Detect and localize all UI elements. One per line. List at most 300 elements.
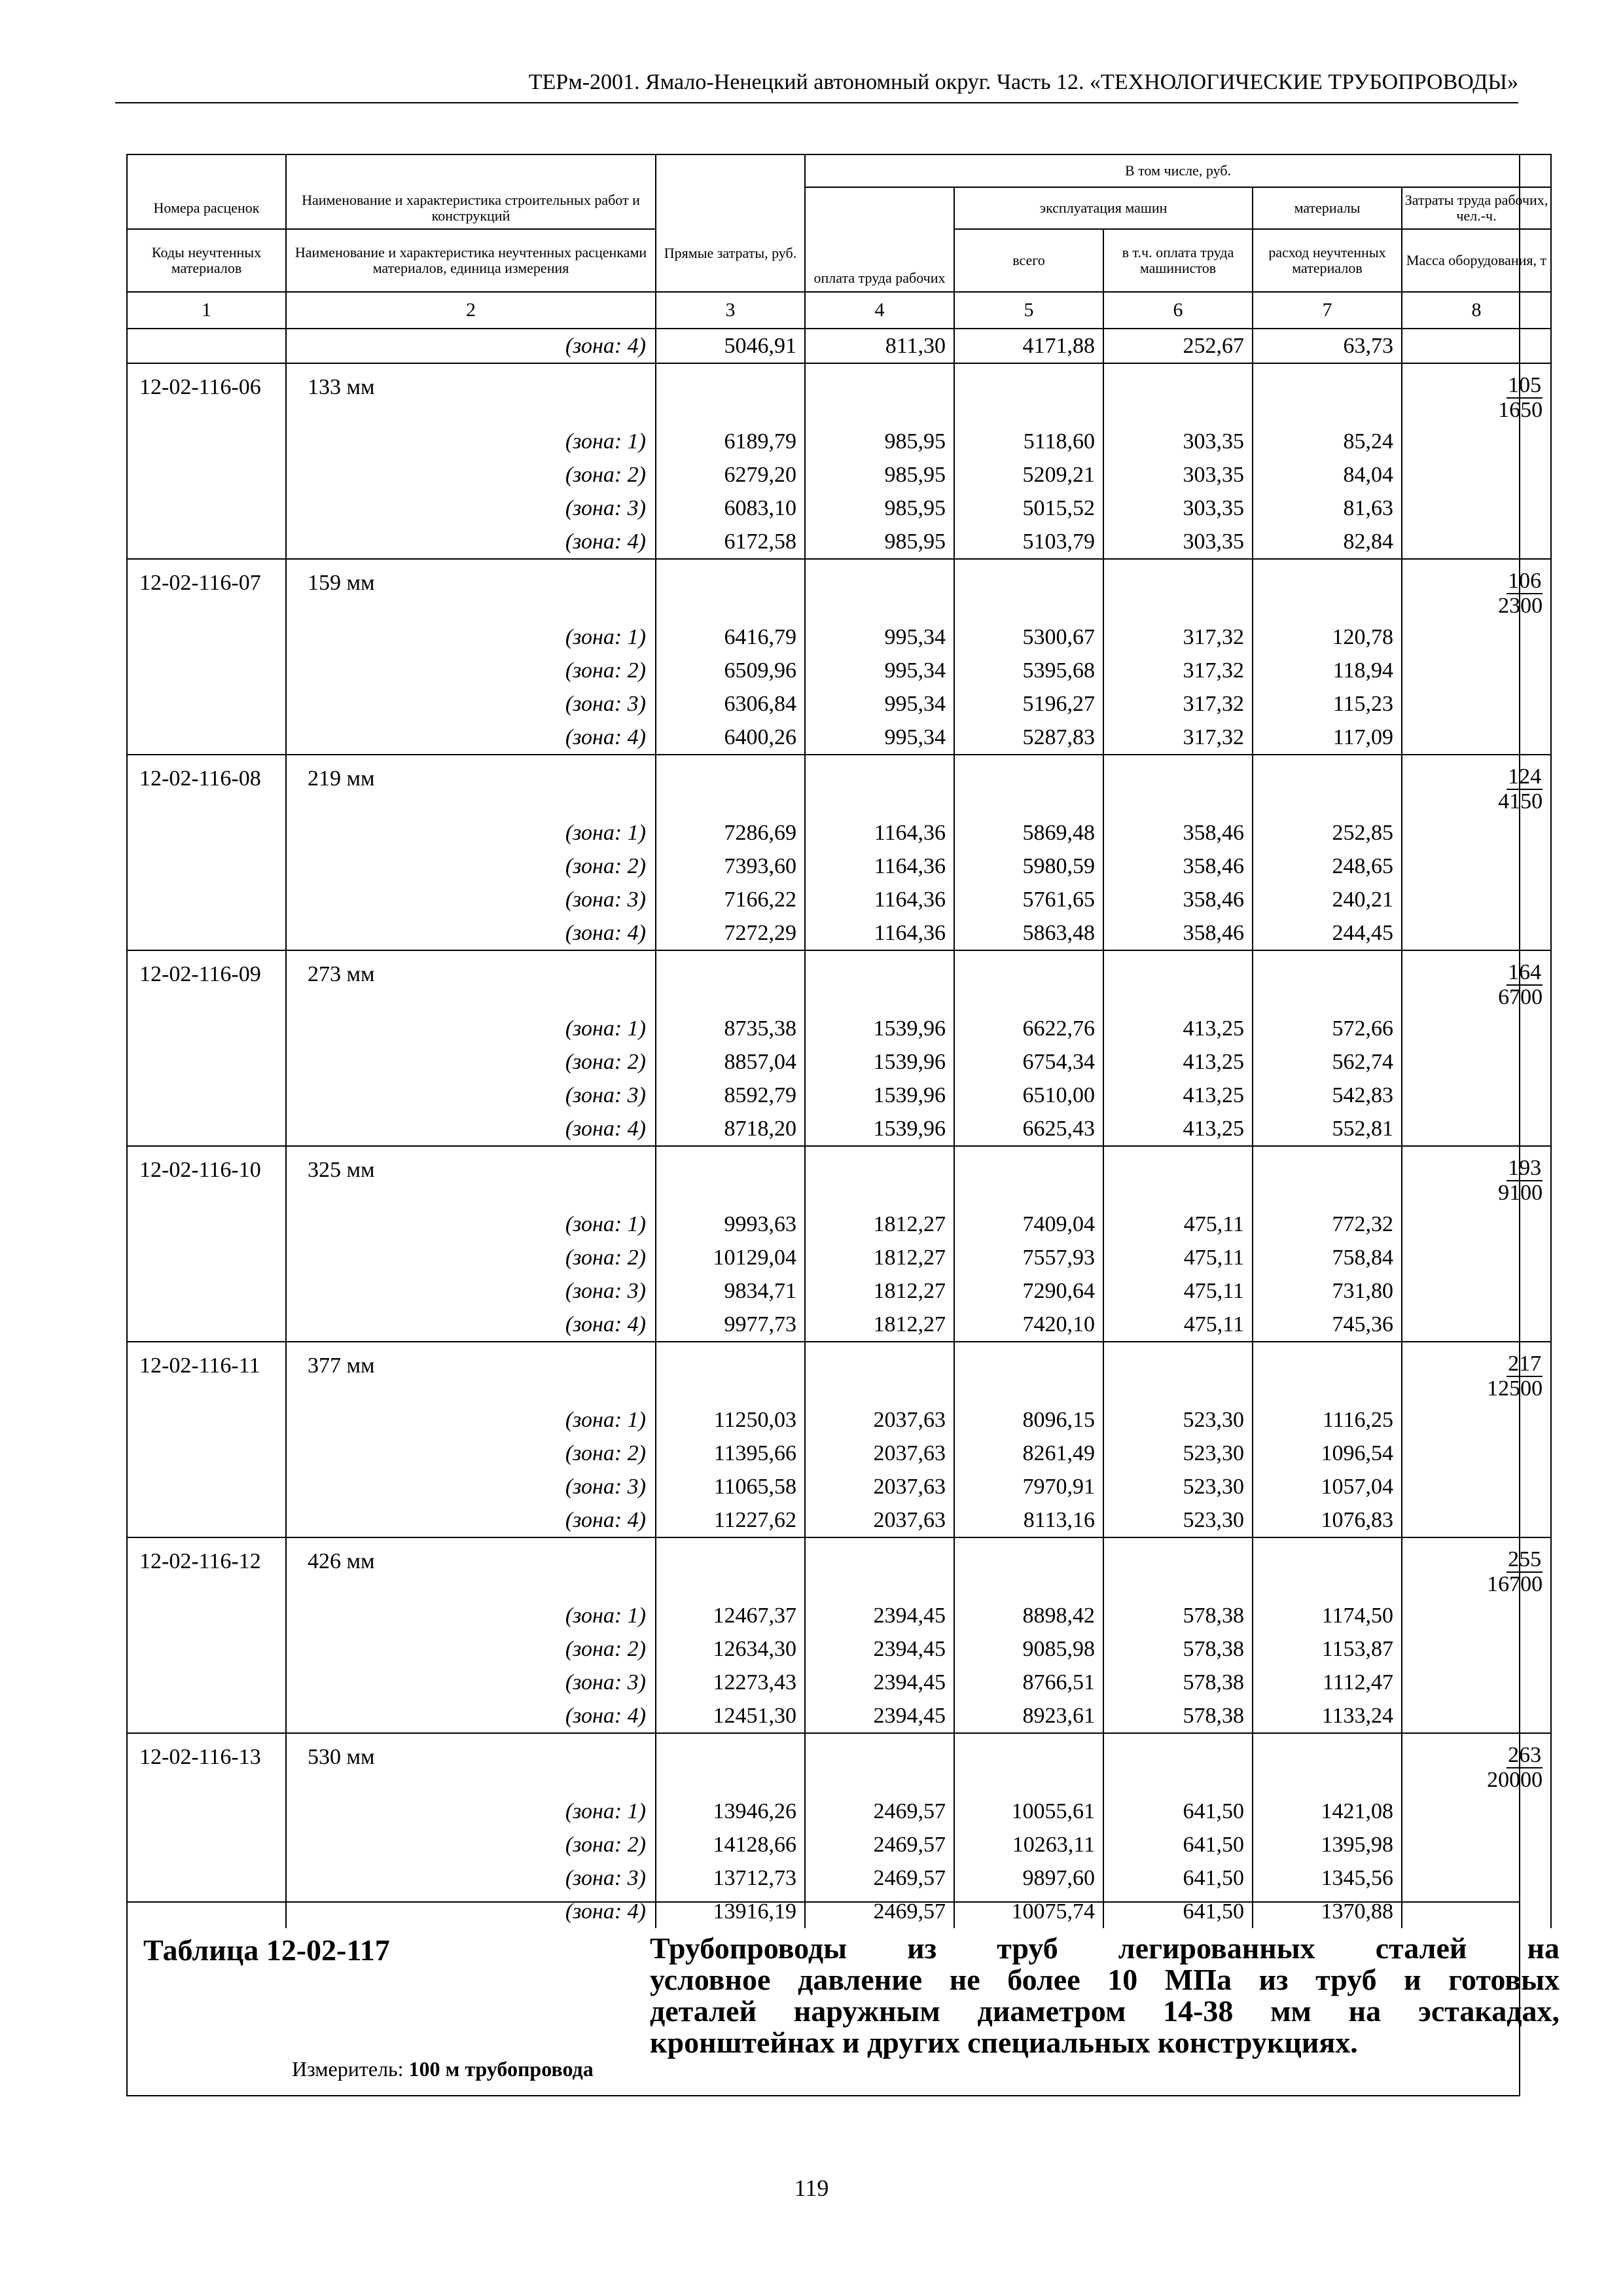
zone-cell: (зона: 4): [286, 1895, 656, 1928]
direct-costs-cell: 11065,58: [656, 1470, 805, 1503]
labor-hours-cell: [1402, 492, 1551, 525]
code-cell: [127, 916, 286, 950]
header-direct-costs: Прямые затраты, руб.: [656, 154, 805, 292]
rates-table: [126, 154, 1552, 1928]
labor-hours-cell: [1402, 1632, 1551, 1666]
rate-name: 219 мм: [286, 755, 656, 816]
zone-row: [127, 1666, 1551, 1699]
materials-cell: 1076,83: [1253, 1503, 1402, 1537]
equipment-mass-value: 4150: [1498, 789, 1543, 814]
direct-costs-cell: 14128,66: [656, 1828, 805, 1861]
code-cell: [127, 1470, 286, 1503]
materials-cell: 542,83: [1253, 1079, 1402, 1112]
labor-hours-cell: [1402, 425, 1551, 458]
header-materials-consumption: расход неучтенных материалов: [1253, 229, 1402, 292]
header-machines-labor: в т.ч. оплата труда машинистов: [1103, 229, 1253, 292]
rate-index-row: [127, 1537, 1551, 1599]
empty-cell: [954, 755, 1103, 816]
materials-cell: 1421,08: [1253, 1795, 1402, 1828]
direct-costs-cell: 6509,96: [656, 654, 805, 687]
rate-index-row: [127, 755, 1551, 816]
column-number: 1: [127, 292, 286, 329]
labor-hours-cell: [1402, 1079, 1551, 1112]
code-cell: [127, 654, 286, 687]
zone-cell: (зона: 1): [286, 1599, 656, 1632]
zone-row: [127, 1012, 1551, 1045]
labor-hours-cell: [1402, 1503, 1551, 1537]
code-cell: [127, 1241, 286, 1274]
zone-row: [127, 458, 1551, 492]
empty-cell: [1253, 1537, 1402, 1599]
labor-pay-cell: 2037,63: [805, 1437, 954, 1470]
empty-cell: [1253, 755, 1402, 816]
rate-code: 12-02-116-09: [127, 950, 286, 1012]
empty-cell: [1253, 1733, 1402, 1795]
labor-hours-value: 193: [1508, 1156, 1542, 1180]
materials-cell: 1133,24: [1253, 1699, 1402, 1733]
page-number: 119: [794, 2175, 829, 2201]
labor-pay-cell: 1164,36: [805, 816, 954, 850]
zone-cell: (зона: 1): [286, 816, 656, 850]
measurement-unit: [292, 2057, 594, 2081]
materials-cell: 562,74: [1253, 1045, 1402, 1079]
zone-cell: (зона: 4): [286, 525, 656, 559]
labor-hours-cell: [1402, 1012, 1551, 1045]
header-material-codes: Коды неучтенных материалов: [127, 229, 286, 292]
code-cell: [127, 329, 286, 363]
header-equipment-mass: Масса оборудования, т: [1402, 229, 1551, 292]
zone-cell: (зона: 4): [286, 1112, 656, 1146]
materials-cell: 120,78: [1253, 620, 1402, 654]
machines-total-cell: 7970,91: [954, 1470, 1103, 1503]
machines-labor-cell: 641,50: [1103, 1895, 1253, 1928]
labor-hours-cell: [1402, 883, 1551, 916]
machines-total-cell: 7420,10: [954, 1308, 1103, 1342]
code-cell: [127, 850, 286, 883]
materials-cell: 1153,87: [1253, 1632, 1402, 1666]
labor-pay-cell: 1164,36: [805, 916, 954, 950]
labor-pay-cell: 2394,45: [805, 1666, 954, 1699]
labor-pay-cell: 1539,96: [805, 1045, 954, 1079]
column-number: 7: [1253, 292, 1402, 329]
zone-cell: (зона: 4): [286, 1503, 656, 1537]
labor-hours-cell: [1402, 1241, 1551, 1274]
labor-mass-fraction: [1498, 373, 1543, 423]
labor-hours-cell: [1402, 816, 1551, 850]
empty-cell: [656, 755, 805, 816]
zone-cell: (зона: 2): [286, 458, 656, 492]
zone-row: [127, 1045, 1551, 1079]
machines-total-cell: 5761,65: [954, 883, 1103, 916]
table-row: [127, 329, 1551, 363]
rate-name: 159 мм: [286, 559, 656, 620]
direct-costs-cell: 7272,29: [656, 916, 805, 950]
empty-cell: [954, 1537, 1103, 1599]
code-cell: [127, 1012, 286, 1045]
header-material-names: Наименование и характеристика неучтенных расценками материалов, единица измерения: [286, 229, 656, 292]
labor-pay-cell: 985,95: [805, 458, 954, 492]
code-cell: [127, 1308, 286, 1342]
labor-pay-cell: 1812,27: [805, 1208, 954, 1241]
zone-cell: (зона: 4): [286, 329, 656, 363]
zone-row: [127, 1241, 1551, 1274]
zone-cell: (зона: 2): [286, 1632, 656, 1666]
table-title-line: деталей наружным диаметром 14-38 мм на эстакадах,: [650, 1994, 1560, 2028]
column-number: 3: [656, 292, 805, 329]
zone-cell: (зона: 4): [286, 916, 656, 950]
equipment-mass-value: 12500: [1487, 1376, 1543, 1401]
machines-total-cell: 5103,79: [954, 525, 1103, 559]
zone-cell: (зона: 3): [286, 1861, 656, 1895]
machines-labor-cell: 523,30: [1103, 1470, 1253, 1503]
empty-cell: [656, 1733, 805, 1795]
direct-costs-cell: 6279,20: [656, 458, 805, 492]
empty-cell: [1103, 1733, 1253, 1795]
zone-row: [127, 1112, 1551, 1146]
labor-pay-cell: 2469,57: [805, 1895, 954, 1928]
direct-costs-cell: 5046,91: [656, 329, 805, 363]
zone-row: [127, 1308, 1551, 1342]
code-cell: [127, 1274, 286, 1308]
direct-costs-cell: 8592,79: [656, 1079, 805, 1112]
materials-cell: 1112,47: [1253, 1666, 1402, 1699]
rate-code: 12-02-116-11: [127, 1342, 286, 1403]
labor-hours-cell: [1402, 329, 1551, 363]
machines-total-cell: 5395,68: [954, 654, 1103, 687]
labor-pay-cell: 1539,96: [805, 1012, 954, 1045]
equipment-mass-value: 1650: [1498, 398, 1543, 422]
materials-cell: 244,45: [1253, 916, 1402, 950]
direct-costs-cell: 9977,73: [656, 1308, 805, 1342]
zone-cell: (зона: 3): [286, 1470, 656, 1503]
zone-row: [127, 654, 1551, 687]
materials-cell: 118,94: [1253, 654, 1402, 687]
empty-cell: [1253, 559, 1402, 620]
direct-costs-cell: 11227,62: [656, 1503, 805, 1537]
labor-hours-cell: [1402, 1599, 1551, 1632]
direct-costs-cell: 9834,71: [656, 1274, 805, 1308]
header-machines: эксплуатация машин: [954, 187, 1253, 229]
labor-pay-cell: 1539,96: [805, 1079, 954, 1112]
zone-row: [127, 1274, 1551, 1308]
direct-costs-cell: 7286,69: [656, 816, 805, 850]
column-number: 2: [286, 292, 656, 329]
zone-row: [127, 883, 1551, 916]
machines-total-cell: 7290,64: [954, 1274, 1103, 1308]
code-cell: [127, 1599, 286, 1632]
materials-cell: 758,84: [1253, 1241, 1402, 1274]
labor-pay-cell: 995,34: [805, 654, 954, 687]
materials-cell: 745,36: [1253, 1308, 1402, 1342]
labor-hours-value: 255: [1508, 1547, 1542, 1571]
header-labor-hours: Затраты труда рабочих, чел.-ч.: [1402, 187, 1551, 229]
labor-pay-cell: 1539,96: [805, 1112, 954, 1146]
labor-hours-cell: [1402, 850, 1551, 883]
code-cell: [127, 1828, 286, 1861]
materials-cell: 552,81: [1253, 1112, 1402, 1146]
labor-mass-fraction: [1498, 764, 1543, 814]
labor-pay-cell: 1164,36: [805, 850, 954, 883]
labor-hours-value: 124: [1508, 764, 1542, 789]
empty-cell: [1253, 950, 1402, 1012]
zone-cell: (зона: 4): [286, 1308, 656, 1342]
labor-hours-cell: [1402, 1308, 1551, 1342]
empty-cell: [954, 559, 1103, 620]
rate-code: 12-02-116-06: [127, 363, 286, 425]
zone-cell: (зона: 1): [286, 1208, 656, 1241]
rate-name: 426 мм: [286, 1537, 656, 1599]
zone-cell: (зона: 1): [286, 1795, 656, 1828]
labor-mass-fraction: [1487, 1352, 1543, 1401]
empty-cell: [1253, 1146, 1402, 1208]
direct-costs-cell: 8718,20: [656, 1112, 805, 1146]
code-cell: [127, 458, 286, 492]
rate-index-row: [127, 559, 1551, 620]
machines-labor-cell: 413,25: [1103, 1045, 1253, 1079]
labor-pay-cell: 1812,27: [805, 1308, 954, 1342]
table-number: Таблица 12-02-117: [143, 1933, 390, 1967]
header-labor: оплата труда рабочих: [805, 187, 954, 292]
zone-row: [127, 620, 1551, 654]
labor-pay-cell: 985,95: [805, 492, 954, 525]
machines-labor-cell: 641,50: [1103, 1795, 1253, 1828]
column-number: 5: [954, 292, 1103, 329]
materials-cell: 252,85: [1253, 816, 1402, 850]
materials-cell: 1395,98: [1253, 1828, 1402, 1861]
direct-costs-cell: 7393,60: [656, 850, 805, 883]
direct-costs-cell: 6306,84: [656, 687, 805, 721]
machines-total-cell: 5287,83: [954, 721, 1103, 755]
labor-hours-cell: [1402, 1403, 1551, 1437]
materials-cell: 117,09: [1253, 721, 1402, 755]
machines-labor-cell: 641,50: [1103, 1828, 1253, 1861]
machines-labor-cell: 358,46: [1103, 916, 1253, 950]
labor-mass-cell: [1402, 1342, 1551, 1403]
empty-cell: [954, 1146, 1103, 1208]
machines-labor-cell: 413,25: [1103, 1079, 1253, 1112]
labor-pay-cell: 2394,45: [805, 1599, 954, 1632]
labor-hours-value: 164: [1508, 960, 1542, 984]
direct-costs-cell: 11250,03: [656, 1403, 805, 1437]
machines-labor-cell: 358,46: [1103, 816, 1253, 850]
machines-total-cell: 5980,59: [954, 850, 1103, 883]
labor-mass-fraction: [1498, 960, 1543, 1010]
direct-costs-cell: 11395,66: [656, 1437, 805, 1470]
zone-row: [127, 1632, 1551, 1666]
machines-total-cell: 4171,88: [954, 329, 1103, 363]
labor-pay-cell: 2469,57: [805, 1795, 954, 1828]
code-cell: [127, 1666, 286, 1699]
machines-total-cell: 5118,60: [954, 425, 1103, 458]
zone-row: [127, 1437, 1551, 1470]
machines-total-cell: 8096,15: [954, 1403, 1103, 1437]
materials-cell: 1096,54: [1253, 1437, 1402, 1470]
machines-labor-cell: 523,30: [1103, 1503, 1253, 1537]
table-title-line: условное давление не более 10 МПа из труб и готовых: [650, 1963, 1560, 1996]
zone-row: [127, 850, 1551, 883]
code-cell: [127, 1699, 286, 1733]
labor-hours-cell: [1402, 1470, 1551, 1503]
direct-costs-cell: 13916,19: [656, 1895, 805, 1928]
next-table-caption: [126, 1901, 1560, 2096]
labor-pay-cell: 2037,63: [805, 1470, 954, 1503]
direct-costs-cell: 13712,73: [656, 1861, 805, 1895]
labor-hours-value: 217: [1508, 1352, 1542, 1376]
labor-mass-fraction: [1487, 1547, 1543, 1597]
machines-total-cell: 8923,61: [954, 1699, 1103, 1733]
labor-pay-cell: 995,34: [805, 620, 954, 654]
zone-row: [127, 525, 1551, 559]
zone-cell: (зона: 3): [286, 883, 656, 916]
machines-labor-cell: 303,35: [1103, 425, 1253, 458]
materials-cell: 1370,88: [1253, 1895, 1402, 1928]
labor-hours-cell: [1402, 525, 1551, 559]
direct-costs-cell: 8857,04: [656, 1045, 805, 1079]
zone-cell: (зона: 4): [286, 1699, 656, 1733]
table-body: [127, 329, 1551, 1928]
zone-cell: (зона: 1): [286, 1403, 656, 1437]
zone-cell: (зона: 3): [286, 492, 656, 525]
machines-total-cell: 8898,42: [954, 1599, 1103, 1632]
empty-cell: [805, 363, 954, 425]
table-header: [127, 154, 1551, 329]
labor-mass-cell: [1402, 363, 1551, 425]
table-title: [650, 1933, 1560, 2058]
column-number: 4: [805, 292, 954, 329]
labor-mass-fraction: [1498, 1156, 1543, 1206]
zone-row: [127, 425, 1551, 458]
code-cell: [127, 1437, 286, 1470]
machines-total-cell: 5209,21: [954, 458, 1103, 492]
machines-labor-cell: 475,11: [1103, 1308, 1253, 1342]
machines-labor-cell: 578,38: [1103, 1666, 1253, 1699]
running-head: ТЕРм-2001. Ямало-Ненецкий автономный округ. Часть 12. «ТЕХНОЛОГИЧЕСКИЕ ТРУБОПРОВОДЫ»: [528, 70, 1518, 94]
zone-cell: (зона: 3): [286, 1079, 656, 1112]
machines-labor-cell: 475,11: [1103, 1274, 1253, 1308]
labor-mass-cell: [1402, 559, 1551, 620]
rate-name: 273 мм: [286, 950, 656, 1012]
labor-pay-cell: 811,30: [805, 329, 954, 363]
labor-hours-cell: [1402, 1795, 1551, 1828]
direct-costs-cell: 6400,26: [656, 721, 805, 755]
header-rule: [115, 102, 1518, 103]
labor-hours-cell: [1402, 1699, 1551, 1733]
labor-hours-value: 106: [1508, 569, 1542, 593]
empty-cell: [656, 559, 805, 620]
machines-total-cell: 9085,98: [954, 1632, 1103, 1666]
rate-index-row: [127, 950, 1551, 1012]
labor-pay-cell: 2469,57: [805, 1828, 954, 1861]
rate-code: 12-02-116-08: [127, 755, 286, 816]
empty-cell: [656, 1342, 805, 1403]
direct-costs-cell: 8735,38: [656, 1012, 805, 1045]
labor-pay-cell: 2037,63: [805, 1503, 954, 1537]
labor-pay-cell: 985,95: [805, 525, 954, 559]
machines-labor-cell: 523,30: [1103, 1403, 1253, 1437]
direct-costs-cell: 6189,79: [656, 425, 805, 458]
code-cell: [127, 620, 286, 654]
rate-index-row: [127, 1342, 1551, 1403]
equipment-mass-value: 16700: [1487, 1572, 1543, 1596]
code-cell: [127, 1403, 286, 1437]
zone-row: [127, 1470, 1551, 1503]
labor-hours-cell: [1402, 687, 1551, 721]
labor-pay-cell: 2037,63: [805, 1403, 954, 1437]
equipment-mass-value: 6700: [1498, 985, 1543, 1009]
zone-row: [127, 492, 1551, 525]
header-work-name: Наименование и характеристика строительных работ и конструкций: [286, 187, 656, 229]
code-cell: [127, 1112, 286, 1146]
machines-total-cell: 8113,16: [954, 1503, 1103, 1537]
machines-total-cell: 10055,61: [954, 1795, 1103, 1828]
column-number: 6: [1103, 292, 1253, 329]
column-numbers-row: [127, 292, 1551, 329]
labor-mass-cell: [1402, 1537, 1551, 1599]
empty-cell: [954, 363, 1103, 425]
code-cell: [127, 883, 286, 916]
machines-labor-cell: 475,11: [1103, 1241, 1253, 1274]
machines-total-cell: 5015,52: [954, 492, 1103, 525]
zone-row: [127, 1699, 1551, 1733]
machines-labor-cell: 252,67: [1103, 329, 1253, 363]
materials-cell: 1057,04: [1253, 1470, 1402, 1503]
labor-pay-cell: 2394,45: [805, 1699, 954, 1733]
rate-index-row: [127, 363, 1551, 425]
zone-row: [127, 687, 1551, 721]
zone-cell: (зона: 2): [286, 850, 656, 883]
measure-value: 100 м трубопровода: [408, 2057, 594, 2081]
code-cell: [127, 1632, 286, 1666]
machines-total-cell: 6510,00: [954, 1079, 1103, 1112]
header-cell-empty: [127, 154, 286, 187]
machines-labor-cell: 317,32: [1103, 721, 1253, 755]
direct-costs-cell: 12273,43: [656, 1666, 805, 1699]
labor-hours-value: 263: [1508, 1743, 1542, 1767]
labor-mass-cell: [1402, 1733, 1551, 1795]
labor-pay-cell: 2469,57: [805, 1861, 954, 1895]
code-cell: [127, 492, 286, 525]
empty-cell: [656, 950, 805, 1012]
zone-cell: (зона: 1): [286, 620, 656, 654]
equipment-mass-value: 9100: [1498, 1181, 1543, 1205]
labor-pay-cell: 995,34: [805, 721, 954, 755]
code-cell: [127, 1045, 286, 1079]
empty-cell: [805, 950, 954, 1012]
machines-total-cell: 5196,27: [954, 687, 1103, 721]
direct-costs-cell: 6083,10: [656, 492, 805, 525]
table-title-line: кронштейнах и других специальных конструкциях.: [650, 2026, 1358, 2059]
machines-labor-cell: 578,38: [1103, 1599, 1253, 1632]
equipment-mass-value: 2300: [1498, 594, 1543, 618]
rate-index-row: [127, 1146, 1551, 1208]
labor-mass-cell: [1402, 950, 1551, 1012]
labor-hours-cell: [1402, 1045, 1551, 1079]
zone-cell: (зона: 3): [286, 1666, 656, 1699]
labor-hours-cell: [1402, 654, 1551, 687]
labor-pay-cell: 1812,27: [805, 1274, 954, 1308]
labor-hours-cell: [1402, 1828, 1551, 1861]
materials-cell: 731,80: [1253, 1274, 1402, 1308]
empty-cell: [1253, 1342, 1402, 1403]
rate-code: 12-02-116-13: [127, 1733, 286, 1795]
machines-labor-cell: 413,25: [1103, 1112, 1253, 1146]
zone-cell: (зона: 3): [286, 687, 656, 721]
machines-labor-cell: 413,25: [1103, 1012, 1253, 1045]
empty-cell: [656, 1537, 805, 1599]
machines-total-cell: 9897,60: [954, 1861, 1103, 1895]
zone-cell: (зона: 2): [286, 1828, 656, 1861]
zone-row: [127, 1795, 1551, 1828]
